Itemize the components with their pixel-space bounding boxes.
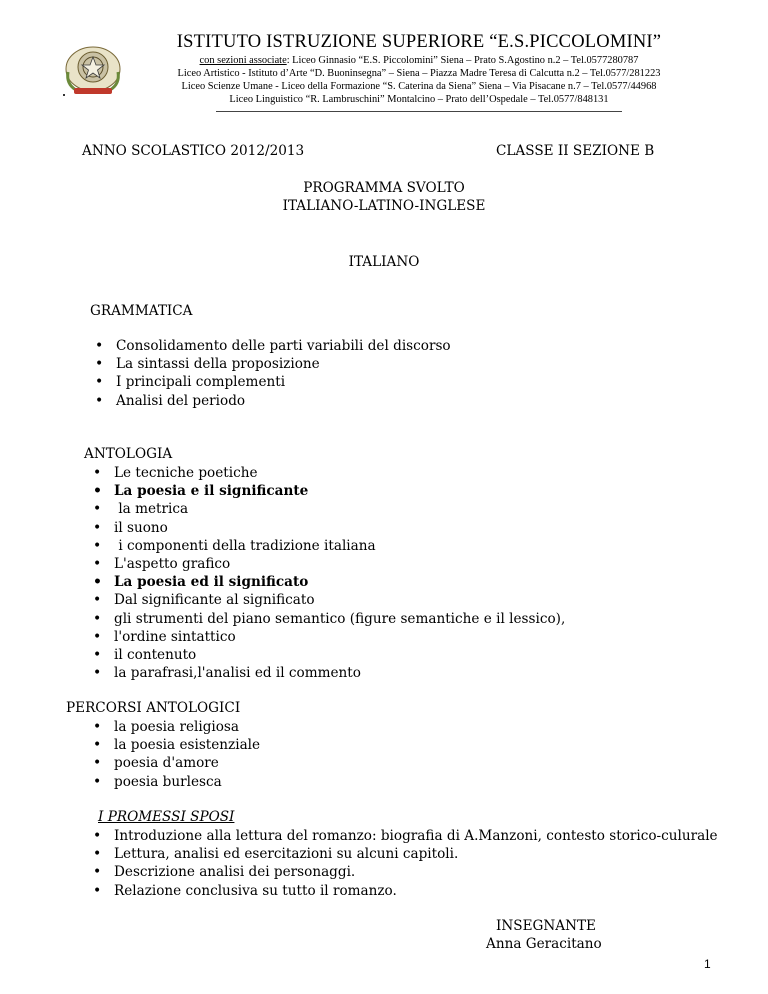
list-item: • il contenuto	[86, 646, 565, 664]
grammatica-list	[88, 337, 451, 410]
list-item: • la poesia esistenziale	[86, 736, 260, 754]
antologia-heading: ANTOLOGIA	[84, 446, 173, 462]
grammatica-heading: GRAMMATICA	[90, 303, 193, 319]
school-year: ANNO SCOLASTICO 2012/2013	[82, 143, 305, 159]
list-item: • l'ordine sintattico	[86, 628, 565, 646]
percorsi-list	[86, 718, 260, 791]
promessi-sposi-heading: I PROMESSI SPOSI	[98, 809, 235, 825]
teacher-label: INSEGNANTE	[496, 918, 596, 934]
list-item: • Introduzione alla lettura del romanzo: biografia di A.Manzoni, contesto storico-culurale	[86, 827, 718, 845]
class-section: CLASSE II SEZIONE B	[496, 143, 655, 159]
list-item: • I principali complementi	[88, 373, 451, 391]
teacher-name: Anna Geracitano	[486, 936, 602, 952]
list-item: • La poesia e il significante	[86, 482, 565, 500]
school-name-title: ISTITUTO ISTRUZIONE SUPERIORE “E.S.PICCOLOMINI”	[176, 32, 662, 52]
list-item: • poesia burlesca	[86, 773, 260, 791]
header-line-1	[0, 55, 768, 66]
header-line-4: Liceo Linguistico “R. Lambruschini” Montalcino – Prato dell’Ospedale – Tel.0577/848131	[229, 94, 609, 105]
list-item: • Consolidamento delle parti variabili del discorso	[88, 337, 451, 355]
header-divider	[216, 111, 622, 112]
subjects-title: ITALIANO-LATINO-INGLESE	[282, 198, 486, 214]
page-number: 1	[704, 957, 711, 971]
list-item: • Relazione conclusiva su tutto il romanzo.	[86, 882, 718, 900]
promessi-sposi-list	[86, 827, 718, 900]
header-line-1-text: : Liceo Ginnasio “E.S. Piccolomini” Siena – Prato S.Agostino n.2 – Tel.0577280787	[286, 55, 639, 66]
list-item: • Descrizione analisi dei personaggi.	[86, 863, 718, 881]
antologia-list	[86, 464, 565, 682]
list-item: • la poesia religiosa	[86, 718, 260, 736]
list-item: • Analisi del periodo	[88, 392, 451, 410]
list-item: • Lettura, analisi ed esercitazioni su alcuni capitoli.	[86, 845, 718, 863]
list-item: • Le tecniche poetiche	[86, 464, 565, 482]
list-item: • Dal significante al significato	[86, 591, 565, 609]
list-item: • L'aspetto grafico	[86, 555, 565, 573]
list-item: • poesia d'amore	[86, 754, 260, 772]
list-item: • gli strumenti del piano semantico (figure semantiche e il lessico),	[86, 610, 565, 628]
programma-title: PROGRAMMA SVOLTO	[303, 180, 465, 196]
header-line-2: Liceo Artistico - Istituto d’Arte “D. Buoninsegna” – Siena – Piazza Madre Teresa di Calcutta n.2 – Tel.0577/281223	[177, 68, 661, 79]
list-item: • La sintassi della proposizione	[88, 355, 451, 373]
associated-sections-label: con sezioni associate	[199, 55, 287, 66]
header-line-3: Liceo Scienze Umane - Liceo della Formazione “S. Caterina da Siena” Siena – Via Pisacane n.7 – Tel.0577/44968	[181, 81, 657, 92]
list-item: • La poesia ed il significato	[86, 573, 565, 591]
list-item: • il suono	[86, 519, 565, 537]
list-item: • la parafrasi,l'analisi ed il commento	[86, 664, 565, 682]
list-item: • i componenti della tradizione italiana	[86, 537, 565, 555]
subject-heading: ITALIANO	[348, 254, 420, 270]
percorsi-heading: PERCORSI ANTOLOGICI	[66, 700, 241, 716]
list-item: • la metrica	[86, 500, 565, 518]
